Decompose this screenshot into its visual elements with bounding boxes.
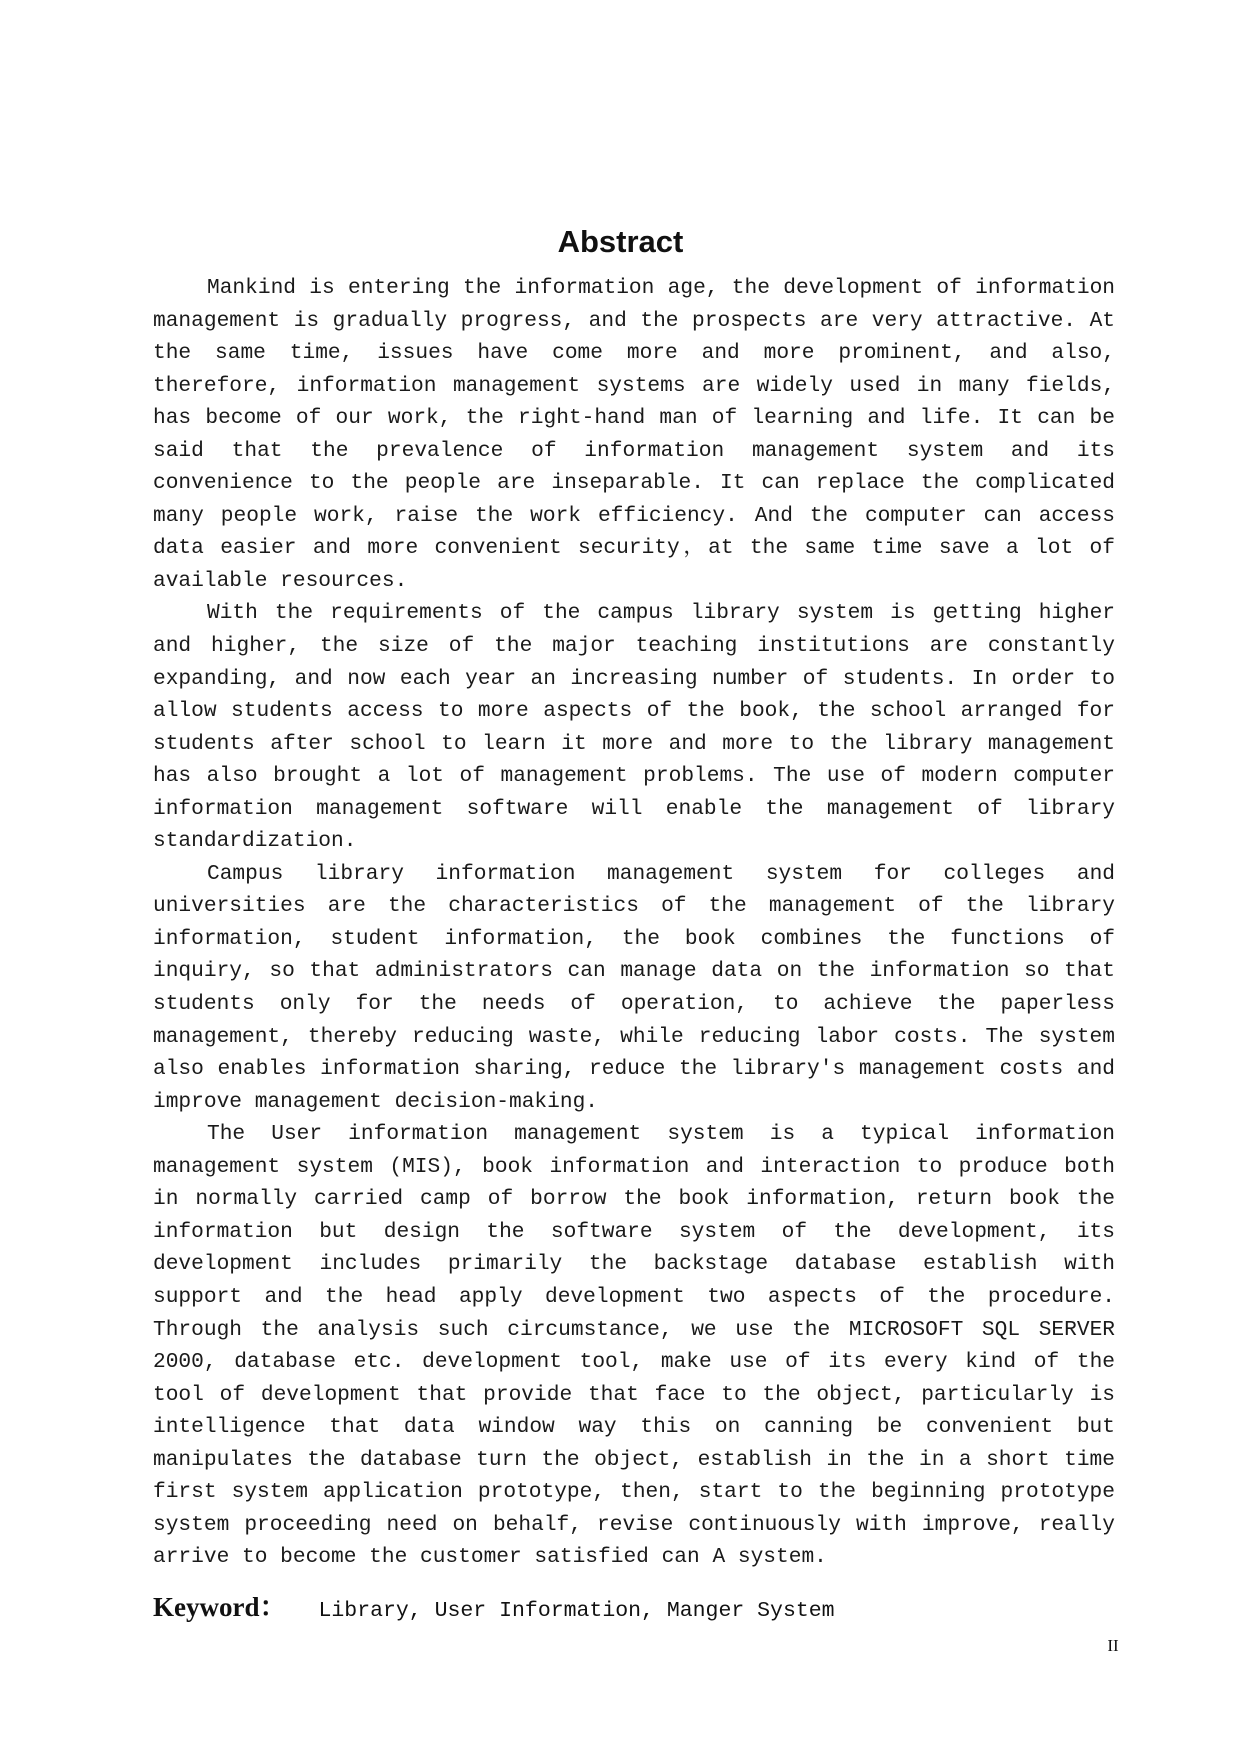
abstract-body bbox=[153, 272, 1115, 1574]
abstract-paragraph: Mankind is entering the information age, the development of information management is gradually progress, and the prospects are very attractive. At the same time, issues have come more and more prominent, and also, therefore, information management systems are widely used in many fields, has become of our work, the right-hand man of learning and life. It can be said that the prevalence of information management system and its convenience to the people are inseparable. It can replace the complicated many people work, raise the work efficiency. And the computer can access data easier and more convenient security，at the same time save a lot of available resources. bbox=[153, 276, 1115, 593]
keywords-value: Library, User Information, Manger System bbox=[318, 1599, 835, 1623]
keywords-line bbox=[153, 1585, 1115, 1624]
abstract-paragraph: The User information management system is a typical information management system (MIS), book information and interaction to produce both in normally carried camp of borrow the book information, return book the information but design the software system of the development, its development includes primarily the backstage database establish with support and the head apply development two aspects of the procedure. Through the analysis such circumstance, we use the MICROSOFT SQL SERVER 2000, database etc. development tool, make use of its every kind of the tool of development that provide that face to the object, particularly is intelligence that data window way this on canning be convenient but manipulates the database turn the object, establish in the in a short time first system application prototype, then, start to the beginning prototype system proceeding need on behalf, revise continuously with improve, really arrive to become the customer satisfied can A system. bbox=[153, 1122, 1115, 1570]
abstract-paragraph: Campus library information management system for colleges and universities are the characteristics of the management of the library information, student information, the book combines the functions of inquiry, so that administrators can manage data on the information so that students only for the needs of operation, to achieve the paperless management, thereby reducing waste, while reducing labor costs. The system also enables information sharing, reduce the library's management costs and improve management decision-making. bbox=[153, 861, 1115, 1114]
abstract-paragraph: With the requirements of the campus library system is getting higher and higher, the size of the major teaching institutions are constantly expanding, and now each year an increasing number of students. In order to allow students access to more aspects of the book, the school arranged for students after school to learn it more and more to the library management has also brought a lot of management problems. The use of modern computer information management software will enable the management of library standardization. bbox=[153, 601, 1115, 854]
page-title: Abstract bbox=[557, 224, 684, 259]
keywords-label: Keyword： bbox=[153, 1592, 287, 1622]
page-number: II bbox=[1107, 1636, 1119, 1655]
